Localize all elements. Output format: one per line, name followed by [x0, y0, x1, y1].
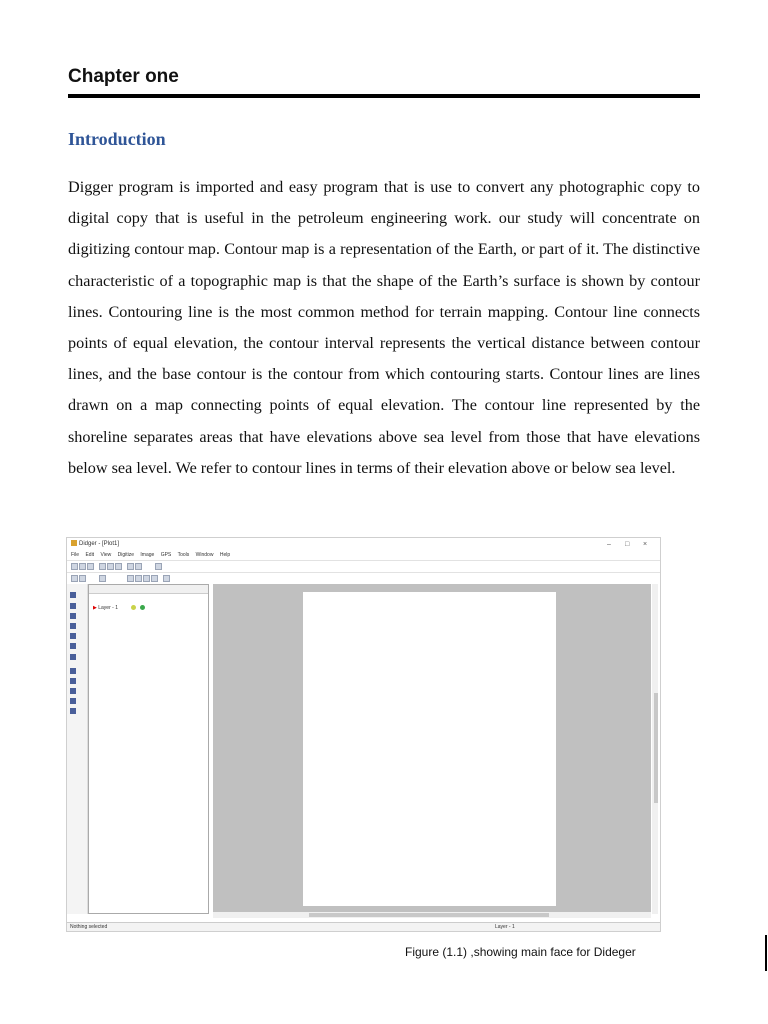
tool-h-icon[interactable] [163, 575, 170, 582]
tool-b-icon[interactable] [79, 575, 86, 582]
copy-icon[interactable] [107, 563, 114, 570]
lock-icon[interactable] [140, 605, 145, 610]
tool-f-icon[interactable] [143, 575, 150, 582]
close-icon[interactable]: × [643, 541, 648, 548]
window-title: Didger - [Plot1] [79, 541, 120, 547]
horizontal-scroll-thumb[interactable] [309, 913, 549, 917]
figure-caption: Figure (1.1) ,showing main face for Dideger [405, 945, 636, 959]
open-icon[interactable] [79, 563, 86, 570]
new-icon[interactable] [71, 563, 78, 570]
tool-a-icon[interactable] [71, 575, 78, 582]
menu-tools[interactable]: Tools [177, 552, 190, 558]
paste-icon[interactable] [115, 563, 122, 570]
polyline-icon[interactable] [70, 623, 76, 629]
toolbar-top [67, 560, 660, 572]
minimize-icon[interactable]: – [607, 541, 611, 548]
tool-d-icon[interactable] [127, 575, 134, 582]
zoom-area-icon[interactable] [70, 698, 76, 704]
didger-screenshot [66, 537, 661, 932]
status-bar [67, 922, 660, 931]
heading-rule [68, 94, 700, 98]
select-icon[interactable] [70, 592, 76, 598]
layer-arrow-icon: ▶ [93, 605, 97, 611]
redo-icon[interactable] [135, 563, 142, 570]
app-icon [71, 540, 77, 546]
layer-name: Layer - 1 [98, 605, 118, 611]
undo-icon[interactable] [127, 563, 134, 570]
toolbar-second [67, 572, 660, 584]
polygon-icon[interactable] [70, 613, 76, 619]
menu-window[interactable]: Window [195, 552, 214, 558]
visibility-icon[interactable] [131, 605, 136, 610]
section-title: Introduction [68, 129, 166, 149]
margin-mark [765, 935, 767, 971]
menu-gps[interactable]: GPS [160, 552, 172, 558]
plot-canvas[interactable] [213, 584, 651, 912]
zoom-out-icon[interactable] [70, 678, 76, 684]
tool-g-icon[interactable] [151, 575, 158, 582]
page-sheet [303, 592, 556, 906]
window-titlebar [67, 538, 660, 551]
point-icon[interactable] [70, 633, 76, 639]
layer-manager-panel [88, 584, 209, 914]
drawing-toolbox [67, 584, 88, 914]
layer-row[interactable] [93, 605, 145, 611]
save-icon[interactable] [87, 563, 94, 570]
tool-c-icon[interactable] [99, 575, 106, 582]
zoom-in-icon[interactable] [70, 668, 76, 674]
menu-view[interactable]: View [100, 552, 112, 558]
maximize-icon[interactable]: □ [625, 541, 630, 548]
body-paragraph: Digger program is imported and easy program that is use to convert any photographic copy to digital copy that is useful in the petroleum engineering work. our study will concentrate on digitizing contour map. Contour map is a representation of the Earth, or part of it. The distinctive characteristic of a topographic map is that the shape of the Earth’s surface is shown by contour lines. Contouring line is the most common method for terrain mapping. Contour line connects points of equal elevation, the contour interval represents the vertical distance between contour lines, and the base contour is the contour from which contouring starts. Contour lines are lines drawn on a map connecting points of equal elevation. The contour line represented by the shoreline separates areas that have elevations above sea level from those that have elevations below sea level. We refer to contour lines in terms of their elevation above or below sea level. [68, 178, 700, 477]
status-selection: Nothing selected [70, 924, 108, 930]
menu-bar [67, 551, 660, 560]
menu-image[interactable]: Image [140, 552, 155, 558]
menu-help[interactable]: Help [219, 552, 231, 558]
horizontal-scrollbar[interactable] [213, 912, 651, 918]
chapter-title: Chapter one [68, 66, 179, 87]
menu-digitize[interactable]: Digitize [117, 552, 135, 558]
panel-header [89, 585, 208, 594]
help-icon[interactable] [155, 563, 162, 570]
menu-edit[interactable]: Edit [85, 552, 95, 558]
menu-file[interactable]: File [71, 552, 80, 558]
status-layer: Layer - 1 [495, 924, 515, 930]
text-icon[interactable] [70, 603, 76, 609]
cut-icon[interactable] [99, 563, 106, 570]
zoom-fit-icon[interactable] [70, 688, 76, 694]
circle-icon[interactable] [70, 643, 76, 649]
vertical-scroll-thumb[interactable] [654, 693, 658, 803]
tool-e-icon[interactable] [135, 575, 142, 582]
pan-icon[interactable] [70, 708, 76, 714]
line-icon[interactable] [70, 654, 76, 660]
